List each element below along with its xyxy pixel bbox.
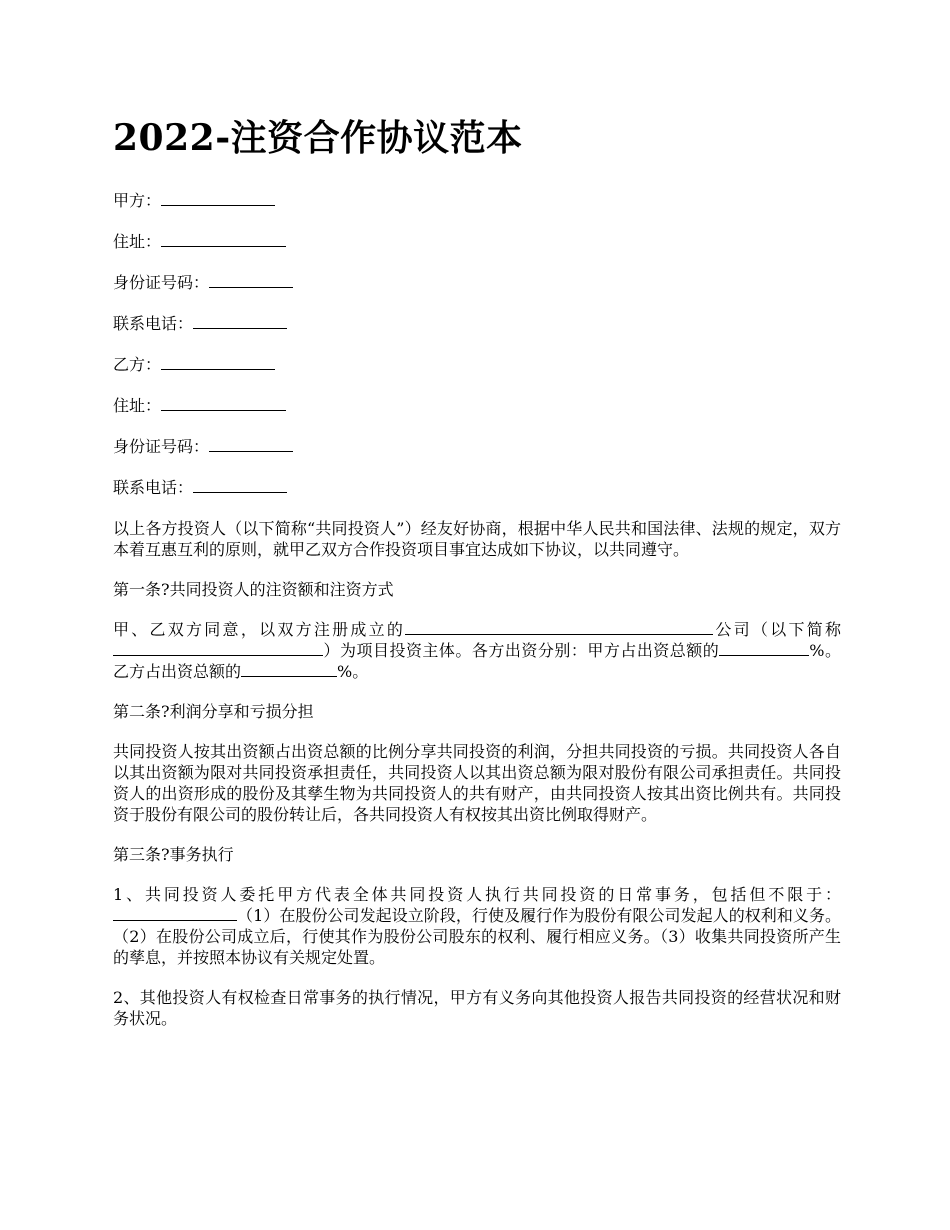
party-a-share-blank-part1	[719, 641, 771, 656]
article-3-item-1-text-b: （1）在股份公司发起设立阶段，行使及履行作为股份有限公司发起人的权利和义务。（2）在股份公司成立后，行使其作为股份公司股东的权利、履行相应义务。（3）收集共同投资所产生的孳息，并按照本协议有关规定处置。	[113, 906, 841, 967]
party-a-id-blank	[209, 273, 293, 288]
intro-paragraph: 以上各方投资人（以下简称“共同投资人”）经友好协商，根据中华人民共和国法律、法规的规定，双方本着互惠互利的原则，就甲乙双方合作投资项目事宜达成如下协议，以共同遵守。	[113, 519, 841, 559]
article-3-item-1-text-a: 1、共同投资人委托甲方代表全体共同投资人执行共同投资的日常事务，包括但不限于：	[113, 885, 841, 904]
article-1-text-3: ）为项目投资主体。各方出资分别：甲方占出资总额的	[323, 641, 720, 660]
article-1-body	[113, 619, 841, 682]
party-a-label: 甲方：	[113, 191, 162, 210]
party-b-id-blank	[209, 437, 293, 452]
party-b-address-label: 住址：	[113, 396, 162, 415]
party-a-address-field	[113, 231, 841, 253]
party-b-address-blank	[161, 396, 286, 411]
party-b-address-field	[113, 395, 841, 417]
party-b-label: 乙方：	[113, 355, 162, 374]
party-a-field	[113, 190, 841, 212]
company-name-blank	[405, 620, 713, 635]
party-b-id-label: 身份证号码：	[113, 437, 210, 456]
document-page	[113, 112, 841, 1048]
party-b-phone-label: 联系电话：	[113, 478, 194, 497]
party-b-phone-blank	[193, 478, 287, 493]
party-a-phone-label: 联系电话：	[113, 314, 194, 333]
short-name-blank	[113, 641, 323, 656]
article-3-item-1-blank	[113, 906, 237, 921]
article-3-heading: 第三条?事务执行	[113, 845, 234, 864]
article-3-item-1	[113, 884, 841, 968]
article-1-text-2: 公司（以下简称	[713, 620, 841, 639]
article-1-text-4: %。乙方占出资总额的	[113, 641, 841, 681]
party-a-address-blank	[161, 232, 286, 247]
party-a-id-label: 身份证号码：	[113, 273, 210, 292]
article-2-body: 共同投资人按其出资额占出资总额的比例分享共同投资的利润，分担共同投资的亏损。共同投资人各自以其出资额为限对共同投资承担责任，共同投资人以其出资总额为限对股份有限公司承担责任。共同投资人的出资形成的股份及其孳生物为共同投资人的共有财产，由共同投资人按其出资比例共有。共同投资于股份有限公司的股份转让后，各共同投资人有权按其出资比例取得财产。	[113, 742, 841, 824]
party-a-share-blank-part2	[771, 641, 809, 656]
article-2-heading: 第二条?利润分享和亏损分担	[113, 702, 314, 721]
party-a-id-field	[113, 272, 841, 294]
document-title: 2022-注资合作协议范本	[113, 117, 523, 159]
party-a-address-label: 住址：	[113, 232, 162, 251]
article-3-item-2: 2、其他投资人有权检查日常事务的执行情况，甲方有义务向其他投资人报告共同投资的经营状况和财务状况。	[113, 988, 841, 1028]
party-b-field	[113, 354, 841, 376]
party-a-phone-field	[113, 313, 841, 335]
party-b-id-field	[113, 436, 841, 458]
party-b-share-blank	[241, 662, 337, 677]
article-1-text-5: %。	[337, 662, 369, 681]
article-1-text-1: 甲、乙双方同意，以双方注册成立的	[113, 620, 406, 639]
party-b-blank	[161, 355, 275, 370]
party-a-blank	[161, 191, 275, 206]
party-a-phone-blank	[193, 314, 287, 329]
party-b-phone-field	[113, 477, 841, 499]
article-1-heading: 第一条?共同投资人的注资额和注资方式	[113, 580, 394, 599]
